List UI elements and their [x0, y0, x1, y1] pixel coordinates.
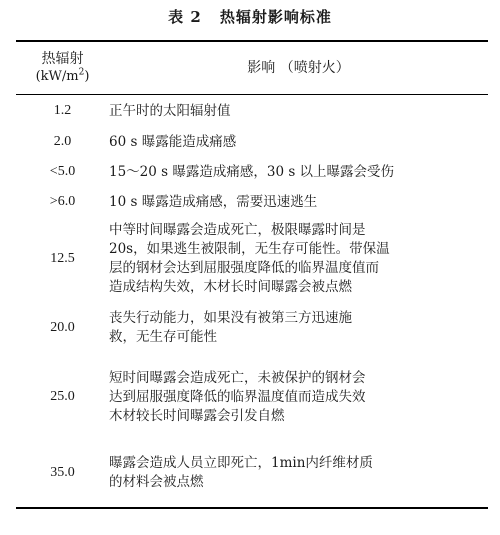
description-line: 救，无生存可能性	[109, 329, 217, 345]
unit-text: (kW/m	[35, 69, 79, 84]
table-row	[16, 95, 488, 128]
radiation-value: 12.5	[50, 251, 75, 266]
effect-description	[109, 127, 488, 157]
table-row	[16, 301, 488, 355]
radiation-value: 1.2	[53, 103, 72, 118]
table-caption	[0, 6, 500, 27]
radiation-value: 35.0	[50, 465, 75, 480]
table-row	[16, 127, 488, 157]
description-line: 正午时的太阳辐射值	[109, 102, 231, 119]
effect-description	[109, 217, 488, 301]
description-line: 造成结构失效，木材长时间曝露会被点燃	[109, 279, 352, 295]
description-line: 丧失行动能力，如果没有被第三方迅速施	[109, 310, 352, 326]
description-line: 60 s 曝露能造成痛感	[109, 133, 237, 150]
radiation-value: 2.0	[53, 134, 72, 149]
effect-description	[109, 439, 488, 507]
description-line: 木材较长时间曝露会引发自燃	[109, 407, 285, 424]
table-row	[16, 355, 488, 439]
table-row	[16, 217, 488, 301]
table-row	[16, 187, 488, 217]
description-line: 中等时间曝露会造成死亡，极限曝露时间是	[109, 222, 366, 238]
effect-description	[109, 95, 488, 128]
radiation-value: <5.0	[49, 164, 76, 179]
heat-radiation-table	[16, 40, 488, 509]
effect-description	[109, 355, 488, 439]
description-line: 10 s 曝露造成痛感，需要迅速逃生	[109, 193, 318, 210]
description-line: 短时间曝露会造成死亡，未被保护的钢材会	[109, 369, 366, 386]
effect-description	[109, 187, 488, 217]
description-line: 15～20 s 曝露造成痛感，30 s 以上曝露会受伤	[109, 163, 395, 180]
header-radiation-unit	[16, 68, 109, 86]
table-header-row	[16, 42, 488, 95]
table-row	[16, 157, 488, 187]
table-number: 表 2	[168, 8, 202, 26]
description-line: 达到屈服强度降低的临界温度值而造成失效	[109, 388, 366, 405]
unit-superscript: 2	[78, 67, 85, 78]
header-effect: 影响 （喷射火）	[109, 42, 488, 95]
table-row	[16, 439, 488, 507]
description-line: 20s，如果逃生被限制，无生存可能性。带保温	[109, 241, 390, 257]
header-radiation-label: 热辐射	[41, 51, 84, 67]
radiation-value: 20.0	[50, 320, 75, 335]
unit-close: )	[84, 69, 90, 84]
table-title: 热辐射影响标准	[219, 8, 332, 26]
effect-description	[109, 157, 488, 187]
effect-description	[109, 301, 488, 355]
radiation-value: 25.0	[50, 389, 75, 404]
description-line: 曝露会造成人员立即死亡，1min内纤维材质	[109, 455, 373, 471]
description-line: 层的钢材会达到屈服强度降低的临界温度值而	[109, 260, 379, 276]
radiation-value: >6.0	[49, 194, 76, 209]
header-radiation	[16, 42, 109, 95]
description-line: 的材料会被点燃	[109, 474, 204, 490]
